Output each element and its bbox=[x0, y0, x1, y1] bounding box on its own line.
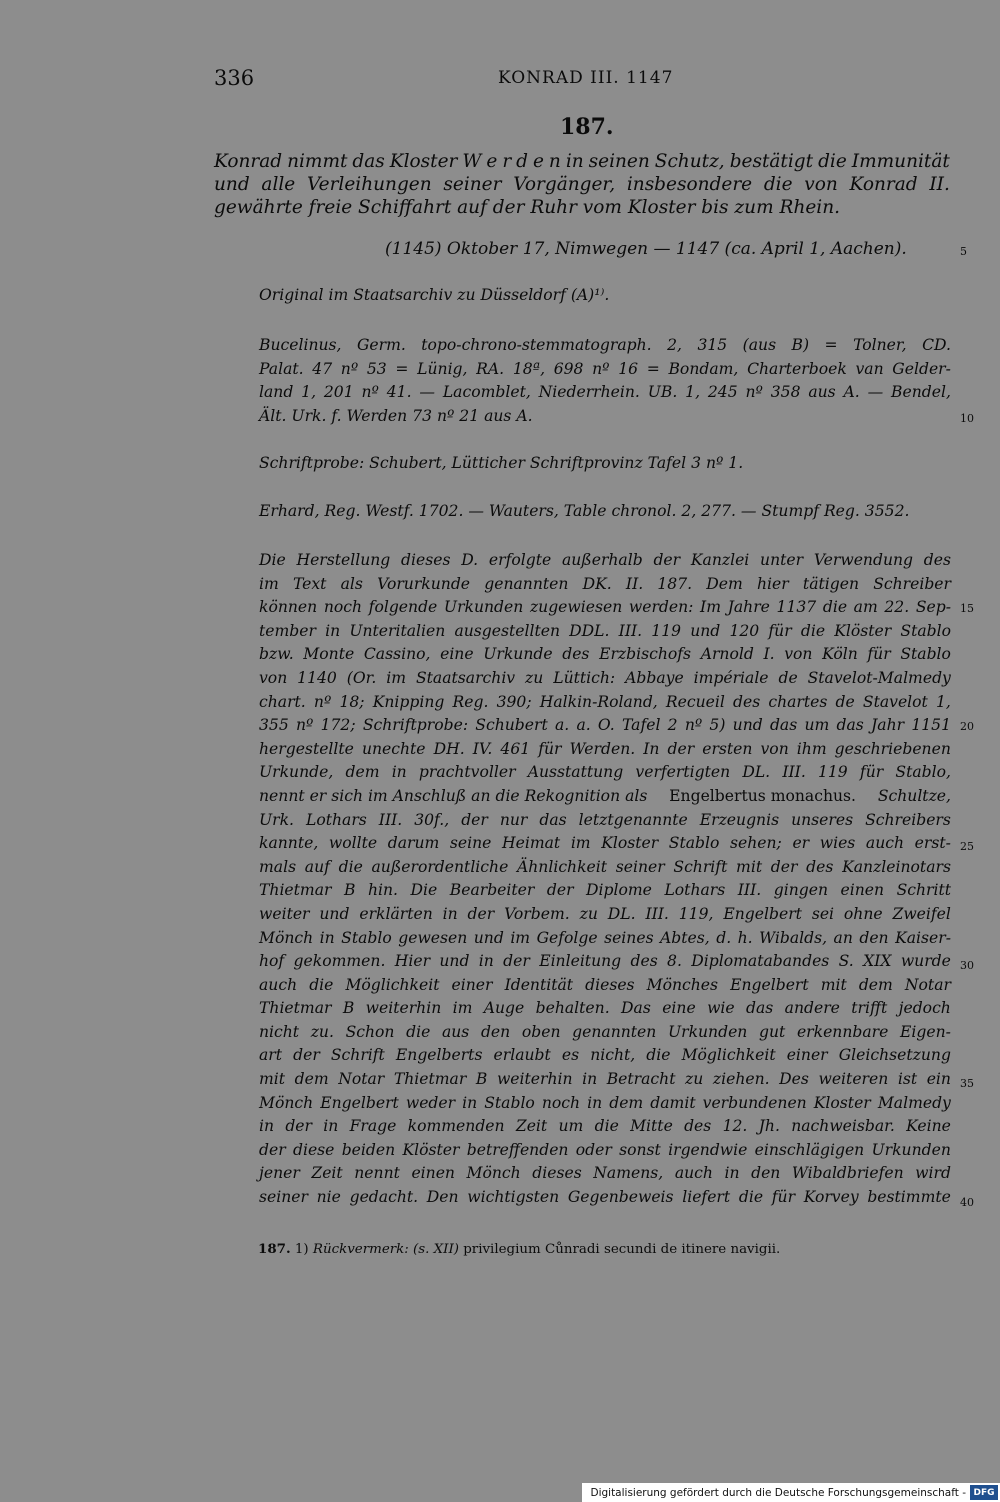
commentary-line: hof gekommen. Hier und in der Einleitung des 8. Diplomatabandes S. XIX wurde bbox=[259, 952, 951, 971]
dating: (1145) Oktober 17, Nimwegen — 1147 (ca. April 1, Aachen). bbox=[385, 239, 907, 259]
line-number: 25 bbox=[960, 840, 974, 853]
commentary-line: von 1140 (Or. im Staatsarchiv zu Lüttich: Abbaye impériale de Stavelot-Malmedy bbox=[259, 668, 951, 687]
running-head: KONRAD III. 1147 bbox=[498, 68, 674, 88]
editions bbox=[259, 334, 951, 428]
regesta-line: Erhard, Reg. Westf. 1702. — Wauters, Table chronol. 2, 277. — Stumpf Reg. 3552. bbox=[259, 502, 910, 520]
commentary-line: Urkunde, dem in prachtvoller Ausstattung verfertigten DL. III. 119 für Stablo, bbox=[259, 763, 951, 782]
editions-line: Palat. 47 nº 53 = Lünig, RA. 18ª, 698 nº 16 = Bondam, Charterboek van Gelder- bbox=[259, 359, 951, 378]
footnote-marker: 1) bbox=[294, 1242, 309, 1257]
editions-line: Ält. Urk. f. Werden 73 nº 21 aus A. bbox=[259, 406, 533, 425]
commentary-line: Die Herstellung dieses D. erfolgte außerhalb der Kanzlei unter Verwendung des bbox=[259, 551, 951, 569]
commentary-line-mixed bbox=[259, 785, 951, 809]
line-number: 10 bbox=[960, 412, 974, 425]
commentary-line: jener Zeit nennt einen Mönch dieses Namens, auch in den Wibaldbriefen wird bbox=[259, 1164, 951, 1183]
dfg-logo: DFG bbox=[970, 1485, 998, 1500]
funding-text: Digitalisierung gefördert durch die Deutsche Forschungsgemeinschaft - bbox=[590, 1486, 966, 1499]
editions-line: Bucelinus, Germ. topo-chrono-stemmatograph. 2, 315 (aus B) = Tolner, CD. bbox=[259, 336, 951, 354]
commentary-line: chart. nº 18; Knipping Reg. 390; Halkin-Roland, Recueil des chartes de Stavelot 1, bbox=[259, 692, 951, 711]
footnote-text: privilegium Cůnradi secundi de itinere navigii. bbox=[463, 1242, 781, 1257]
commentary-line: auch die Möglichkeit einer Identität dieses Mönches Engelbert mit dem Notar bbox=[259, 975, 951, 994]
summary bbox=[214, 150, 950, 219]
commentary-segment: nennt er sich im Anschluß an die Rekognition als bbox=[259, 786, 648, 805]
commentary-line: bzw. Monte Cassino, eine Urkunde des Erzbischofs Arnold I. von Köln für Stablo bbox=[259, 645, 951, 664]
document-number: 187. bbox=[560, 114, 614, 140]
line-number: 30 bbox=[960, 959, 974, 972]
funding-footer bbox=[582, 1483, 1000, 1502]
commentary-line: mit dem Notar Thietmar B weiterhin in Betracht zu ziehen. Des weiteren ist ein bbox=[259, 1070, 951, 1089]
commentary bbox=[259, 549, 951, 1210]
line-number: 5 bbox=[960, 245, 967, 258]
original-line: Original im Staatsarchiv zu Düsseldorf (A)¹⁾. bbox=[259, 286, 610, 304]
commentary-line: hergestellte unechte DH. IV. 461 für Werden. In der ersten von ihm geschriebenen bbox=[259, 739, 951, 758]
editions-line: land 1, 201 nº 41. — Lacomblet, Niederrhein. UB. 1, 245 nº 358 aus A. — Bendel, bbox=[259, 383, 951, 402]
commentary-line: Mönch Engelbert weder in Stablo noch in dem damit verbundenen Kloster Malmedy bbox=[259, 1093, 951, 1112]
original-note bbox=[259, 284, 951, 308]
commentary-line: art der Schrift Engelberts erlaubt es nicht, die Möglichkeit einer Gleichsetzung bbox=[259, 1046, 951, 1065]
regesta bbox=[259, 500, 951, 524]
commentary-line: Urk. Lothars III. 30f., der nur das letztgenannte Erzeugnis unseres Schreibers bbox=[259, 810, 951, 829]
commentary-line: nicht zu. Schon die aus den oben genannten Urkunden gut erkennbare Eigen- bbox=[259, 1022, 951, 1041]
commentary-line: mals auf die außerordentliche Ähnlichkeit seiner Schrift mit der des Kanzleinotars bbox=[259, 857, 951, 876]
quoted-name: Engelbertus monachus. bbox=[669, 786, 857, 805]
footnote bbox=[258, 1241, 780, 1257]
line-number: 35 bbox=[960, 1077, 974, 1090]
line-number: 15 bbox=[960, 602, 974, 615]
commentary-line: können noch folgende Urkunden zugewiesen werden: Im Jahre 1137 die am 22. Sep- bbox=[259, 598, 951, 617]
script-sample bbox=[259, 452, 951, 476]
page-number: 336 bbox=[214, 66, 255, 90]
commentary-line: 355 nº 172; Schriftprobe: Schubert a. a. O. Tafel 2 nº 5) und das um das Jahr 1151 bbox=[259, 716, 951, 735]
commentary-line: der diese beiden Klöster betreffenden oder sonst irgendwie einschlägigen Urkunden bbox=[259, 1140, 951, 1159]
commentary-line: seiner nie gedacht. Den wichtigsten Gegenbeweis liefert die für Korvey bestimmte bbox=[259, 1188, 951, 1207]
script-sample-line: Schriftprobe: Schubert, Lütticher Schriftprovinz Tafel 3 nº 1. bbox=[259, 454, 744, 472]
footnote-doc-number: 187. bbox=[258, 1241, 291, 1257]
commentary-line: Thietmar B weiterhin im Auge behalten. Das eine wie das andere trifft jedoch bbox=[259, 999, 951, 1018]
footnote-label: Rückvermerk: (s. XII) bbox=[312, 1242, 459, 1257]
commentary-line: in der in Frage kommenden Zeit um die Mitte des 12. Jh. nachweisbar. Keine bbox=[259, 1117, 951, 1136]
commentary-line: tember in Unteritalien ausgestellten DDL. III. 119 und 120 für die Klöster Stablo bbox=[259, 621, 951, 640]
commentary-line: kannte, wollte darum seine Heimat im Kloster Stablo sehen; er wies auch erst- bbox=[259, 834, 951, 853]
commentary-segment: Schultze, bbox=[877, 786, 951, 805]
commentary-line: Thietmar B hin. Die Bearbeiter der Diplome Lothars III. gingen einen Schritt bbox=[259, 881, 951, 900]
line-number: 20 bbox=[960, 720, 974, 733]
line-number: 40 bbox=[960, 1196, 974, 1209]
commentary-line: im Text als Vorurkunde genannten DK. II. 187. Dem hier tätigen Schreiber bbox=[259, 574, 951, 593]
commentary-line: weiter und erklärten in der Vorbem. zu DL. III. 119, Engelbert sei ohne Zweifel bbox=[259, 904, 951, 923]
summary-line: Konrad nimmt das Kloster W e r d e n in seinen Schutz, bestätigt die Immunität bbox=[214, 151, 950, 172]
summary-line: und alle Verleihungen seiner Vorgänger, insbesondere die von Konrad II. bbox=[214, 174, 950, 195]
summary-line: gewährte freie Schiffahrt auf der Ruhr vom Kloster bis zum Rhein. bbox=[214, 197, 841, 218]
commentary-line: Mönch in Stablo gewesen und im Gefolge seines Abtes, d. h. Wibalds, an den Kaiser- bbox=[259, 928, 951, 947]
